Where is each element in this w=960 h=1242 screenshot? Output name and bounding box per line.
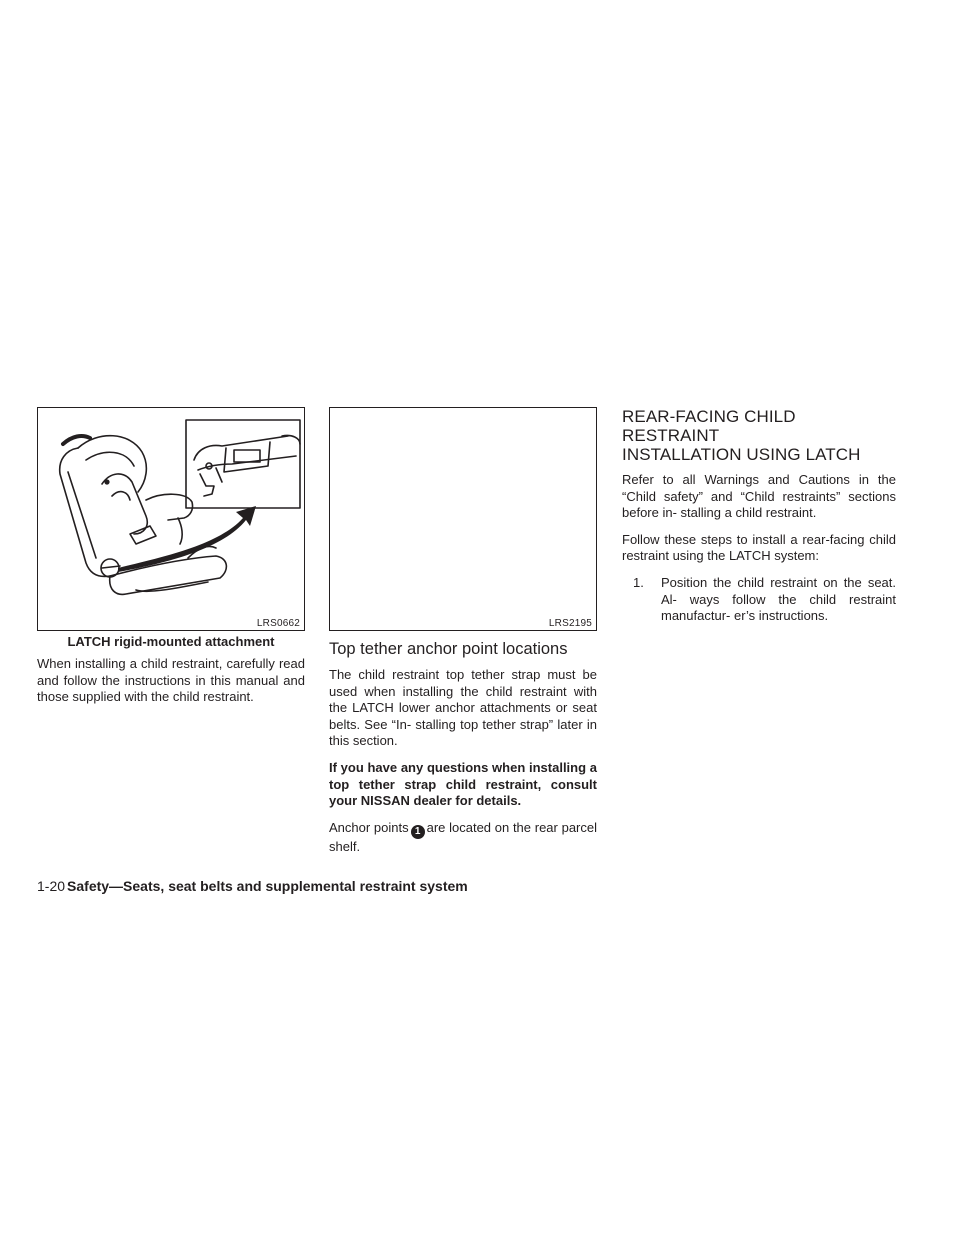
column-right [622,407,896,625]
warnings-paragraph: Refer to all Warnings and Cautions in the “Child safety” and “Child restraints” sections before in- stalling a child restraint. [622,472,896,521]
page-number: 1-20 [37,878,66,894]
step-item [622,575,896,625]
column-middle [329,407,597,865]
anchor-text-post: are located on the rear parcel shelf. [329,819,597,854]
chapter-title: Safety—Seats, seat belts and supplemental restraint system [67,878,468,894]
latch-figure [37,407,305,631]
anchor-point-marker: 1 [411,825,425,839]
page-footer [37,878,468,894]
step-number: 1. [633,574,644,590]
tether-figure [329,407,597,631]
tether-warning: If you have any questions when installing a top tether strap child restraint, consult your NISSAN dealer for details. [329,759,597,809]
column-left [37,407,305,716]
heading-line-1: REAR-FACING CHILD RESTRAINT [622,407,796,445]
steps-intro: Follow these steps to install a rear-facing child restraint using the LATCH system: [622,531,896,564]
seat-latch-illustration [38,408,304,630]
anchor-paragraph [329,820,597,856]
tether-paragraph: The child restraint top tether strap must be used when installing the child restraint with the LATCH lower anchor attachments or seat belts. See “In- stalling top tether strap” later in this section. [329,667,597,749]
step-text: Position the child restraint on the seat. Al- ways follow the child restraint manufactur- er’s instructions. [661,574,896,624]
figure-code: LRS0662 [256,618,300,629]
heading-line-2: INSTALLATION USING LATCH [622,445,861,464]
tether-heading: Top tether anchor point locations [329,640,568,658]
intro-paragraph: When installing a child restraint, carefully read and follow the instructions in this manual and those supplied with the child restraint. [37,656,305,705]
figure-code: LRS2195 [548,618,592,629]
section-heading [622,407,896,464]
figure-caption: LATCH rigid-mounted attachment [67,634,275,649]
anchor-text-pre: Anchor points [329,819,409,835]
